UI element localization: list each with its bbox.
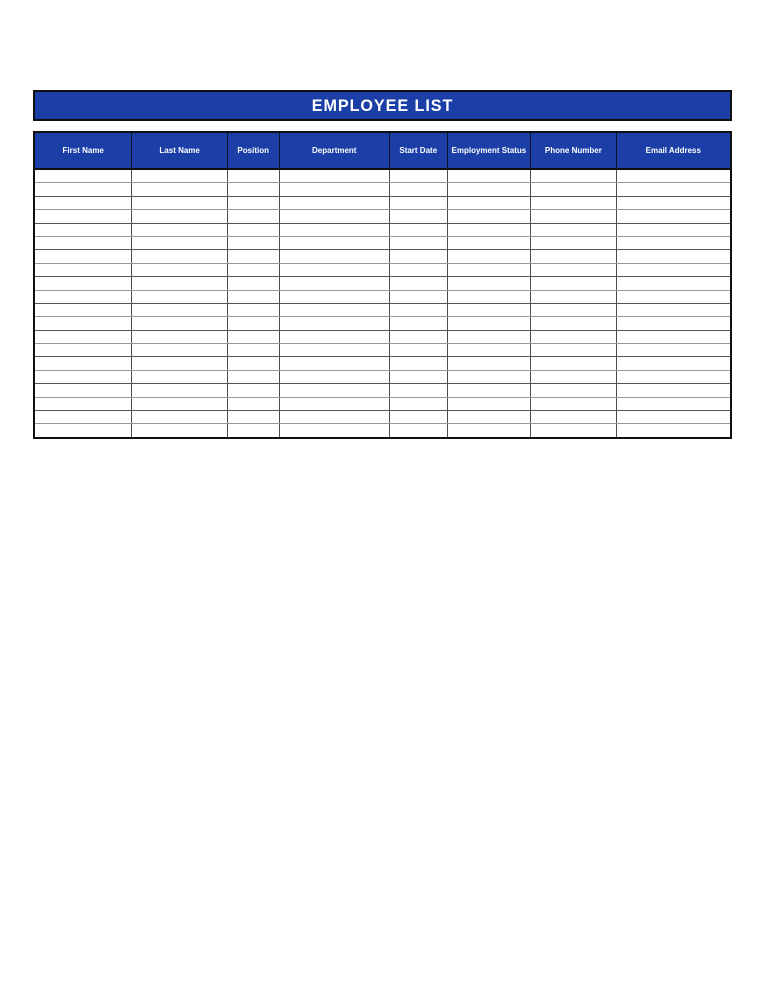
table-cell-employment_status (448, 371, 532, 383)
table-cell-first_name (35, 398, 132, 410)
table-cell-department (280, 317, 390, 329)
table-cell-phone_number (531, 291, 616, 303)
table-cell-employment_status (448, 183, 532, 195)
table-cell-first_name (35, 424, 132, 437)
table-cell-last_name (132, 304, 227, 316)
table-cell-position (228, 291, 280, 303)
table-cell-last_name (132, 384, 227, 396)
table-cell-email_address (617, 210, 730, 222)
table-cell-last_name (132, 291, 227, 303)
table-cell-email_address (617, 183, 730, 195)
table-cell-email_address (617, 424, 730, 437)
table-cell-first_name (35, 250, 132, 262)
table-cell-position (228, 237, 280, 249)
table-cell-first_name (35, 291, 132, 303)
table-cell-last_name (132, 371, 227, 383)
table-cell-phone_number (531, 357, 616, 369)
table-cell-position (228, 317, 280, 329)
table-cell-email_address (617, 291, 730, 303)
table-cell-position (228, 250, 280, 262)
table-cell-first_name (35, 170, 132, 182)
table-cell-email_address (617, 317, 730, 329)
employee-table (33, 131, 732, 439)
table-cell-department (280, 398, 390, 410)
table-cell-department (280, 264, 390, 276)
table-cell-employment_status (448, 170, 532, 182)
table-cell-employment_status (448, 357, 532, 369)
table-cell-department (280, 357, 390, 369)
table-cell-start_date (390, 344, 448, 356)
table-cell-position (228, 264, 280, 276)
table-cell-employment_status (448, 277, 532, 289)
table-cell-department (280, 344, 390, 356)
table-row (35, 344, 730, 357)
table-cell-start_date (390, 384, 448, 396)
table-row (35, 371, 730, 384)
table-cell-last_name (132, 170, 227, 182)
table-cell-position (228, 197, 280, 209)
table-cell-start_date (390, 237, 448, 249)
table-row (35, 237, 730, 250)
table-cell-department (280, 331, 390, 343)
table-cell-phone_number (531, 224, 616, 236)
table-cell-department (280, 384, 390, 396)
table-cell-last_name (132, 331, 227, 343)
table-cell-start_date (390, 371, 448, 383)
table-cell-email_address (617, 384, 730, 396)
table-cell-employment_status (448, 210, 532, 222)
table-cell-start_date (390, 291, 448, 303)
table-cell-last_name (132, 411, 227, 423)
table-cell-start_date (390, 224, 448, 236)
table-row (35, 264, 730, 277)
table-cell-employment_status (448, 304, 532, 316)
table-cell-position (228, 411, 280, 423)
table-cell-start_date (390, 183, 448, 195)
table-row (35, 183, 730, 196)
table-cell-last_name (132, 424, 227, 437)
table-cell-first_name (35, 371, 132, 383)
table-cell-phone_number (531, 304, 616, 316)
table-cell-start_date (390, 304, 448, 316)
table-cell-phone_number (531, 384, 616, 396)
table-cell-department (280, 250, 390, 262)
table-cell-phone_number (531, 170, 616, 182)
table-cell-last_name (132, 224, 227, 236)
table-cell-last_name (132, 210, 227, 222)
table-cell-email_address (617, 411, 730, 423)
table-cell-email_address (617, 264, 730, 276)
table-cell-start_date (390, 398, 448, 410)
table-cell-last_name (132, 398, 227, 410)
table-cell-position (228, 384, 280, 396)
table-cell-last_name (132, 344, 227, 356)
table-cell-email_address (617, 197, 730, 209)
table-cell-position (228, 331, 280, 343)
title-bar (33, 90, 732, 121)
table-cell-first_name (35, 344, 132, 356)
table-body (35, 170, 730, 437)
table-cell-last_name (132, 197, 227, 209)
table-cell-employment_status (448, 398, 532, 410)
table-cell-first_name (35, 264, 132, 276)
table-cell-department (280, 304, 390, 316)
table-cell-employment_status (448, 331, 532, 343)
table-cell-first_name (35, 183, 132, 195)
table-cell-email_address (617, 331, 730, 343)
column-header-employment-status: Employment Status (448, 133, 532, 168)
table-row (35, 224, 730, 237)
table-cell-first_name (35, 384, 132, 396)
table-cell-first_name (35, 197, 132, 209)
table-row (35, 304, 730, 317)
table-cell-employment_status (448, 424, 532, 437)
table-cell-department (280, 424, 390, 437)
table-cell-department (280, 197, 390, 209)
table-cell-position (228, 398, 280, 410)
table-cell-start_date (390, 264, 448, 276)
table-row (35, 291, 730, 304)
table-cell-position (228, 210, 280, 222)
table-row (35, 398, 730, 411)
table-cell-phone_number (531, 317, 616, 329)
employee-list-template (33, 90, 732, 439)
column-header-position: Position (228, 133, 280, 168)
column-header-last-name: Last Name (132, 133, 227, 168)
table-cell-email_address (617, 357, 730, 369)
table-cell-phone_number (531, 197, 616, 209)
document-title: EMPLOYEE LIST (311, 95, 454, 115)
table-row (35, 331, 730, 344)
table-cell-start_date (390, 317, 448, 329)
table-cell-department (280, 291, 390, 303)
table-cell-phone_number (531, 411, 616, 423)
table-cell-email_address (617, 371, 730, 383)
table-cell-first_name (35, 411, 132, 423)
table-cell-email_address (617, 224, 730, 236)
table-cell-department (280, 210, 390, 222)
table-cell-department (280, 224, 390, 236)
table-cell-position (228, 224, 280, 236)
table-row (35, 277, 730, 290)
table-cell-start_date (390, 424, 448, 437)
table-row (35, 197, 730, 210)
table-cell-phone_number (531, 250, 616, 262)
table-cell-employment_status (448, 264, 532, 276)
table-cell-last_name (132, 317, 227, 329)
table-cell-start_date (390, 170, 448, 182)
table-cell-phone_number (531, 344, 616, 356)
table-cell-position (228, 183, 280, 195)
table-row (35, 357, 730, 370)
table-cell-department (280, 170, 390, 182)
table-cell-start_date (390, 357, 448, 369)
table-cell-start_date (390, 250, 448, 262)
table-cell-position (228, 344, 280, 356)
table-cell-employment_status (448, 317, 532, 329)
table-row (35, 210, 730, 223)
table-cell-email_address (617, 304, 730, 316)
table-cell-department (280, 411, 390, 423)
table-header-row (35, 133, 730, 170)
table-cell-first_name (35, 317, 132, 329)
table-cell-first_name (35, 277, 132, 289)
table-cell-employment_status (448, 250, 532, 262)
table-cell-start_date (390, 331, 448, 343)
table-cell-position (228, 170, 280, 182)
column-header-department: Department (280, 133, 390, 168)
table-cell-employment_status (448, 237, 532, 249)
table-cell-phone_number (531, 331, 616, 343)
column-header-phone-number: Phone Number (531, 133, 616, 168)
table-cell-phone_number (531, 277, 616, 289)
table-cell-phone_number (531, 424, 616, 437)
table-cell-employment_status (448, 291, 532, 303)
table-cell-employment_status (448, 224, 532, 236)
table-cell-department (280, 277, 390, 289)
table-cell-last_name (132, 237, 227, 249)
table-row (35, 250, 730, 263)
column-header-start-date: Start Date (390, 133, 448, 168)
table-cell-first_name (35, 210, 132, 222)
table-row (35, 384, 730, 397)
table-cell-position (228, 424, 280, 437)
table-cell-employment_status (448, 384, 532, 396)
table-cell-last_name (132, 277, 227, 289)
table-cell-position (228, 304, 280, 316)
table-cell-last_name (132, 264, 227, 276)
table-cell-email_address (617, 237, 730, 249)
table-cell-start_date (390, 411, 448, 423)
table-cell-phone_number (531, 210, 616, 222)
table-cell-position (228, 371, 280, 383)
table-row (35, 424, 730, 437)
table-cell-phone_number (531, 264, 616, 276)
column-header-first-name: First Name (35, 133, 132, 168)
table-cell-first_name (35, 237, 132, 249)
table-cell-email_address (617, 250, 730, 262)
table-cell-last_name (132, 357, 227, 369)
table-cell-last_name (132, 183, 227, 195)
table-cell-department (280, 183, 390, 195)
table-row (35, 411, 730, 424)
table-cell-employment_status (448, 411, 532, 423)
table-cell-first_name (35, 224, 132, 236)
table-cell-start_date (390, 210, 448, 222)
table-cell-employment_status (448, 344, 532, 356)
table-cell-first_name (35, 331, 132, 343)
title-table-gap (33, 121, 732, 131)
table-cell-phone_number (531, 398, 616, 410)
table-row (35, 170, 730, 183)
table-cell-email_address (617, 398, 730, 410)
table-cell-phone_number (531, 183, 616, 195)
table-cell-position (228, 357, 280, 369)
table-cell-email_address (617, 277, 730, 289)
column-header-email-address: Email Address (645, 146, 701, 155)
table-cell-start_date (390, 197, 448, 209)
table-cell-email_address (617, 170, 730, 182)
table-cell-position (228, 277, 280, 289)
table-row (35, 317, 730, 330)
table-cell-phone_number (531, 371, 616, 383)
table-cell-last_name (132, 250, 227, 262)
table-cell-email_address (617, 344, 730, 356)
table-cell-first_name (35, 304, 132, 316)
table-cell-employment_status (448, 197, 532, 209)
table-cell-department (280, 371, 390, 383)
table-cell-start_date (390, 277, 448, 289)
table-cell-first_name (35, 357, 132, 369)
table-cell-department (280, 237, 390, 249)
table-cell-phone_number (531, 237, 616, 249)
